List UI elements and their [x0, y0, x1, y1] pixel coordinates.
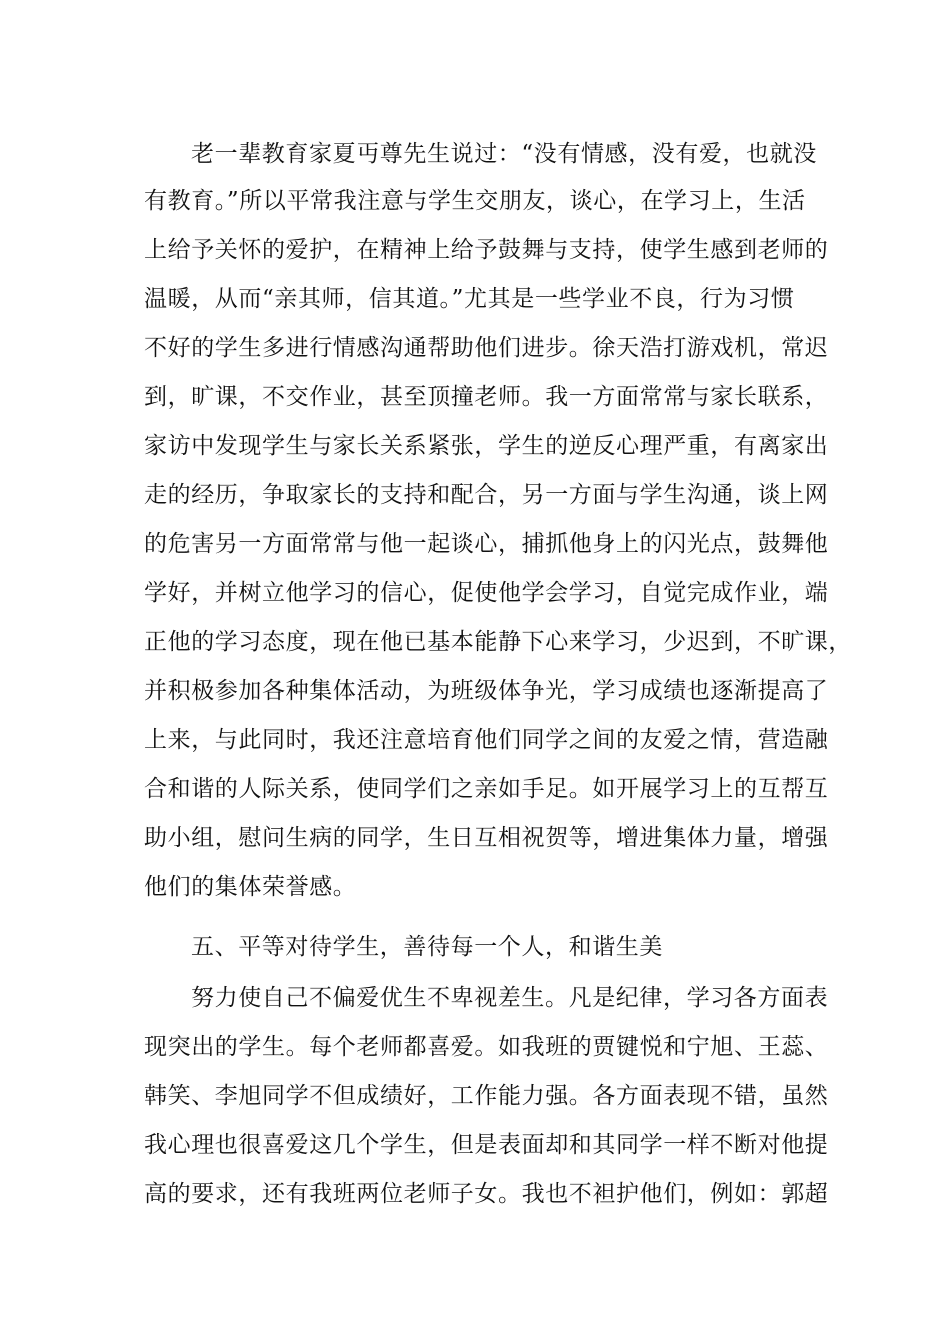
paragraph-line: 高的要求，还有我班两位老师子女。我也不袒护他们，例如：郭超 [144, 1181, 829, 1207]
paragraph-line: 到，旷课，不交作业，甚至顶撞老师。我一方面常常与家长联系， [144, 384, 829, 410]
paragraph-line: 我心理也很喜爱这几个学生，但是表面却和其同学一样不断对他提 [144, 1132, 829, 1158]
paragraph-line: 学好，并树立他学习的信心，促使他学会学习，自觉完成作业，端 [144, 580, 829, 606]
paragraph-line: 家访中发现学生与家长关系紧张，学生的逆反心理严重，有离家出 [144, 433, 829, 459]
paragraph-line: 的危害另一方面常常与他一起谈心，捕抓他身上的闪光点，鼓舞他 [144, 531, 829, 557]
paragraph-line: 韩笑、李旭同学不但成绩好，工作能力强。各方面表现不错，虽然 [144, 1083, 829, 1109]
paragraph-line: 合和谐的人际关系，使同学们之亲如手足。如开展学习上的互帮互 [144, 776, 829, 802]
paragraph-line: 现突出的学生。每个老师都喜爱。如我班的贾键悦和宁旭、王蕊、 [144, 1034, 829, 1060]
paragraph-line: 走的经历，争取家长的支持和配合，另一方面与学生沟通，谈上网 [144, 482, 829, 508]
paragraph-line: 上给予关怀的爱护，在精神上给予鼓舞与支持，使学生感到老师的 [144, 237, 829, 263]
paragraph-line: 老一辈教育家夏丏尊先生说过：“没有情感，没有爱，也就没 [191, 141, 817, 167]
paragraph-line: 不好的学生多进行情感沟通帮助他们进步。徐天浩打游戏机，常迟 [144, 335, 829, 361]
paragraph-line: 上来，与此同时，我还注意培育他们同学之间的友爱之情，营造融 [144, 727, 829, 753]
paragraph-line: 努力使自己不偏爱优生不卑视差生。凡是纪律，学习各方面表 [191, 985, 829, 1011]
paragraph-line: 温暖，从而“亲其师，信其道。”尤其是一些学业不良，行为习惯 [144, 286, 795, 312]
paragraph-line: 助小组，慰问生病的同学，生日互相祝贺等，增进集体力量，增强 [144, 825, 829, 851]
paragraph-line: 正他的学习态度，现在他已基本能静下心来学习，少迟到，不旷课， [144, 629, 852, 655]
paragraph-line: 有教育。”所以平常我注意与学生交朋友，谈心，在学习上，生活 [144, 188, 806, 214]
paragraph-line: 他们的集体荣誉感。 [144, 874, 357, 900]
section-heading: 五、平等对待学生，善待每一个人，和谐生美 [191, 934, 663, 960]
paragraph-line: 并积极参加各种集体活动，为班级体争光，学习成绩也逐渐提高了 [144, 678, 829, 704]
